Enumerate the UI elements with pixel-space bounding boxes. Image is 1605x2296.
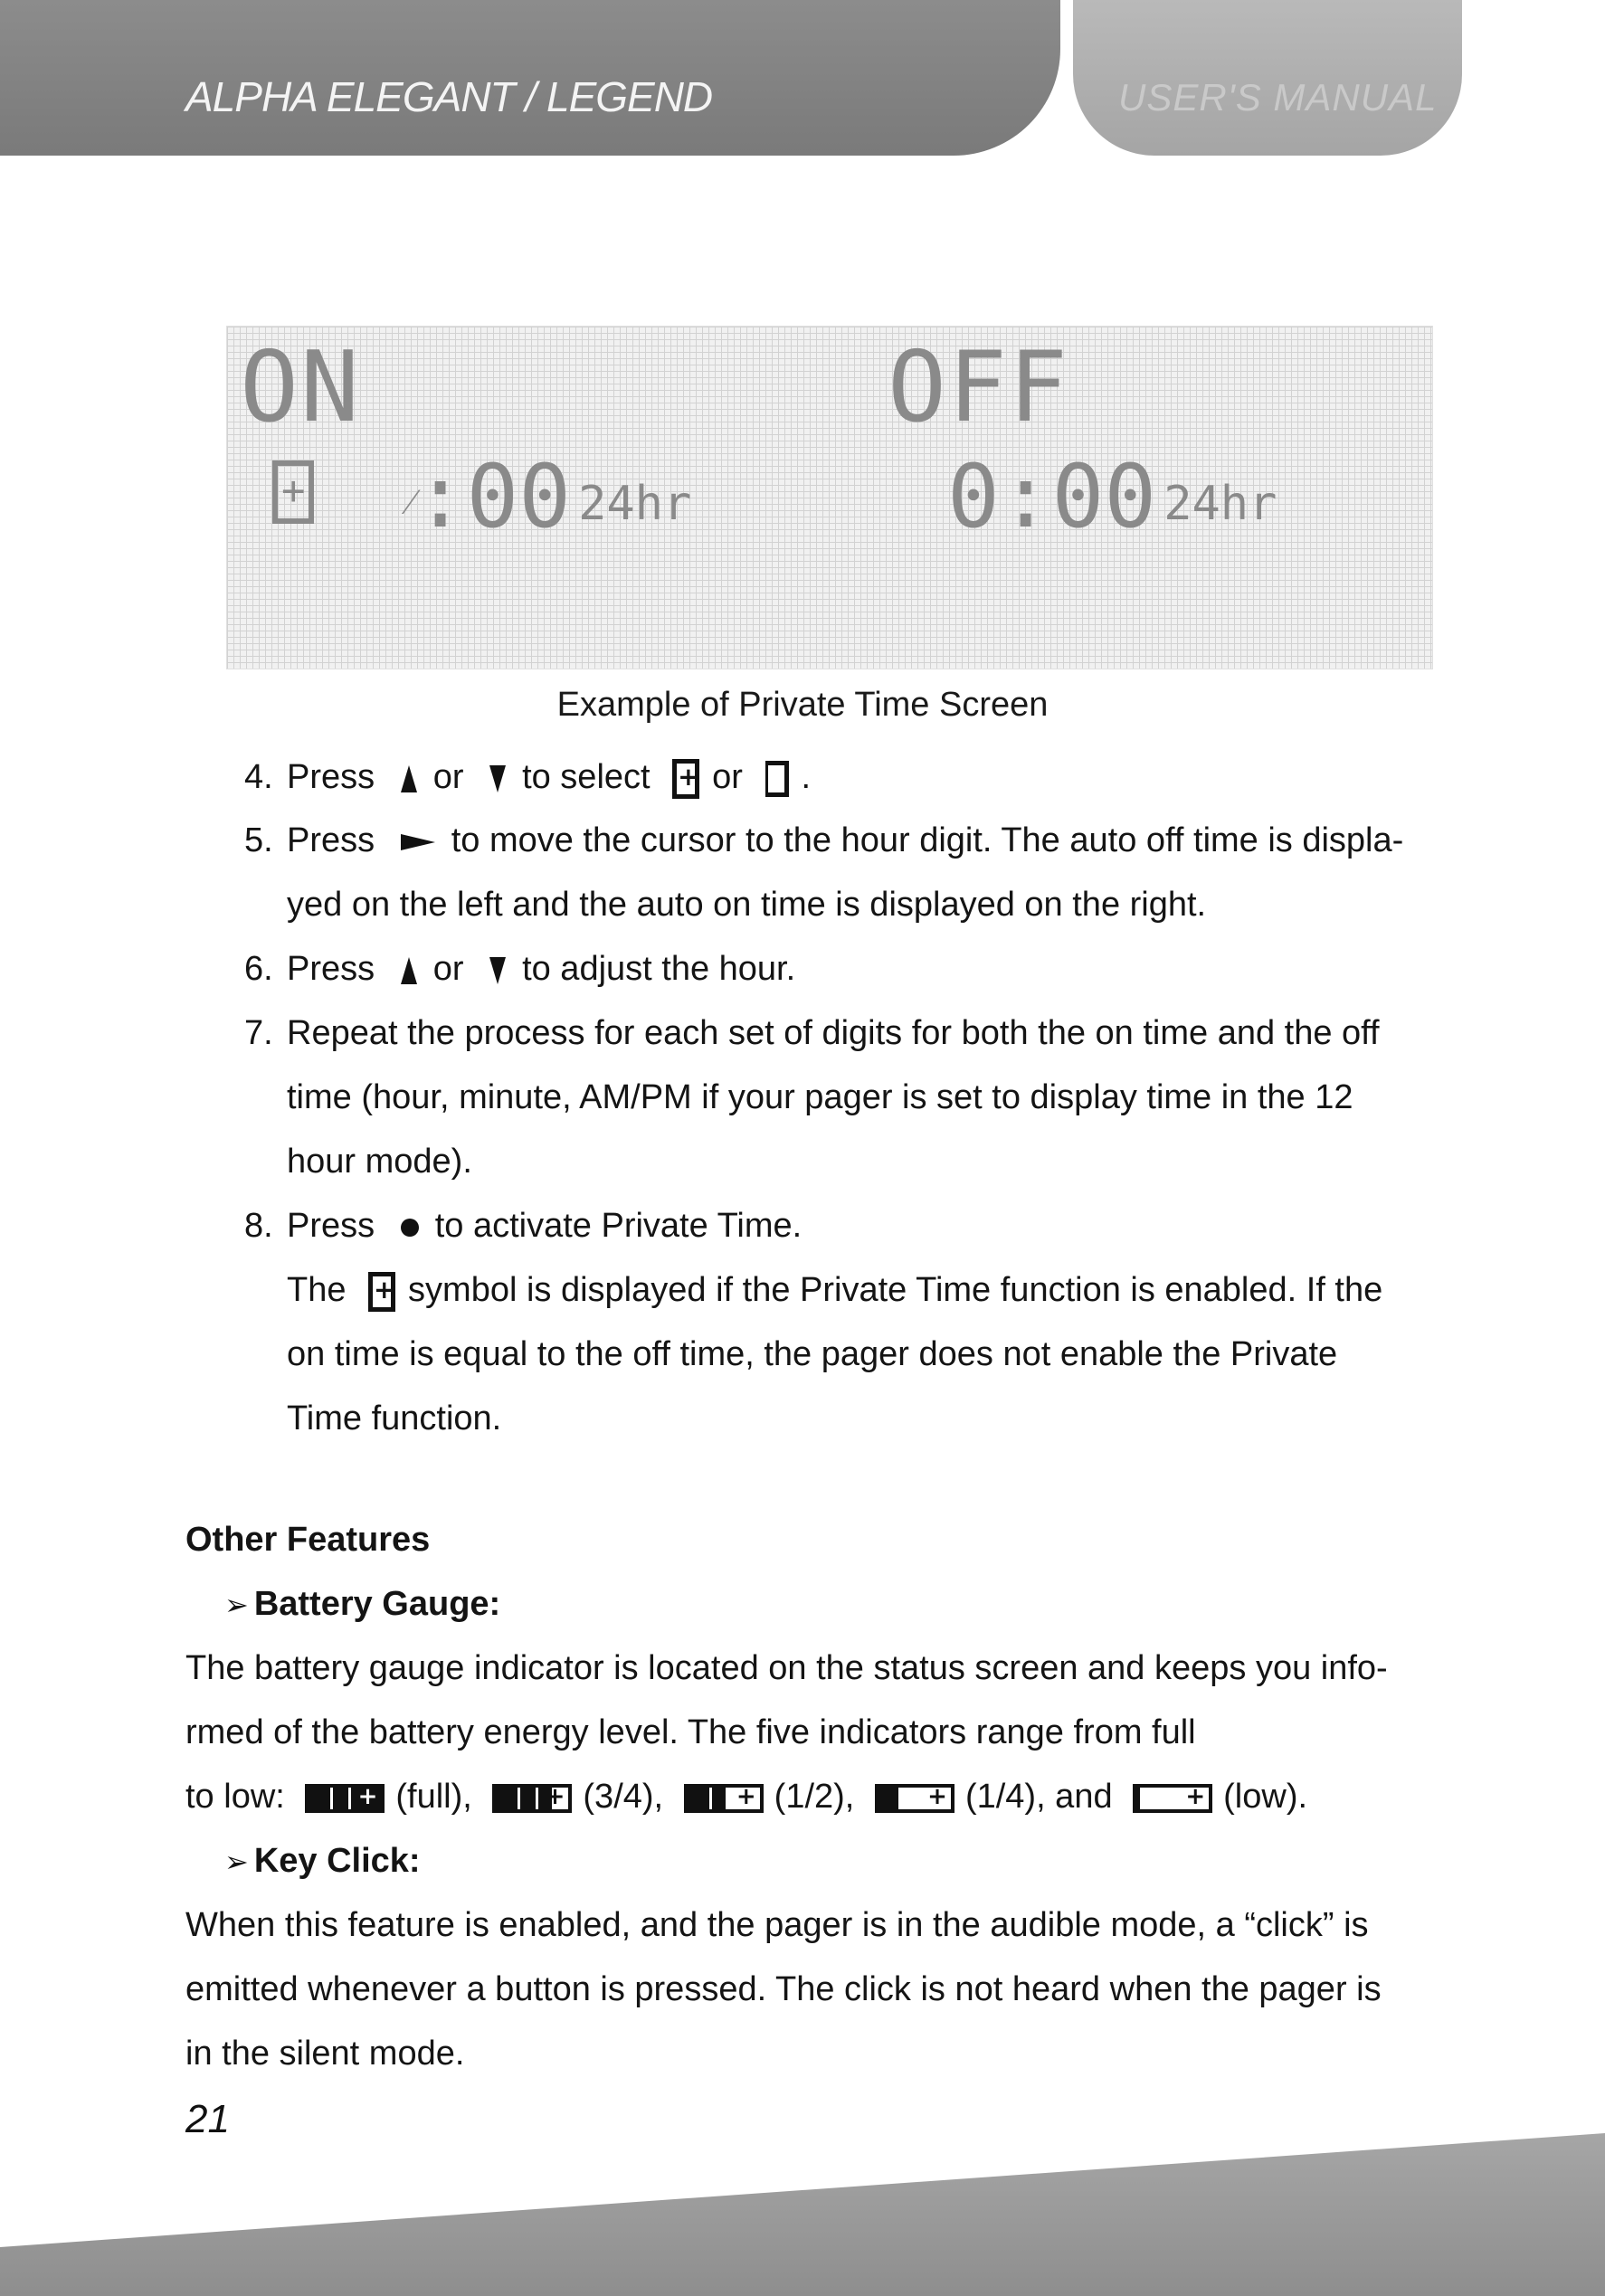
step-5-desc: to move the cursor to the hour digit. The auto off time is displa- xyxy=(451,821,1404,859)
battery-quarter-icon: + xyxy=(875,1784,954,1813)
battery-half-label: (1/2), xyxy=(774,1778,855,1816)
lcd-on-time-value: :00 xyxy=(413,446,572,547)
battery-gauge-title: Battery Gauge: xyxy=(253,1585,501,1623)
lock-icon xyxy=(672,759,699,799)
lcd-on-hour-format: 24hr xyxy=(578,477,692,531)
step-4-select: to select xyxy=(522,758,651,796)
key-click-title: Key Click: xyxy=(253,1842,421,1880)
battery-line-2: rmed of the battery energy level. The five indicators range from full xyxy=(185,1713,1196,1751)
down-arrow-icon xyxy=(489,765,506,792)
step-4-text: Press xyxy=(287,758,375,796)
step-7 xyxy=(244,1014,1380,1053)
footer-band xyxy=(0,2133,1605,2296)
step-4-period: . xyxy=(801,758,812,796)
step-6-or: or xyxy=(432,950,464,988)
right-arrow-icon xyxy=(401,834,435,850)
step-4-or-2: or xyxy=(712,758,743,796)
unlock-icon xyxy=(765,761,789,797)
step-8-para-1 xyxy=(287,1271,1382,1312)
select-button-icon xyxy=(401,1219,419,1237)
step-7-line-1: Repeat the process for each set of digits for both the on time and the off xyxy=(287,1014,1380,1052)
lcd-caption: Example of Private Time Screen xyxy=(556,686,1049,724)
step-8-para-3: Time function. xyxy=(287,1399,502,1437)
key-click-line-3: in the silent mode. xyxy=(185,2035,465,2073)
battery-line-3 xyxy=(185,1778,1307,1817)
battery-three-quarter-label: (3/4), xyxy=(583,1778,664,1816)
battery-low-label: (low). xyxy=(1223,1778,1308,1816)
step-4-or: or xyxy=(432,758,464,796)
step-8-number: 8. xyxy=(244,1207,273,1245)
battery-full-icon: + xyxy=(305,1784,385,1813)
battery-quarter-label: (1/4), and xyxy=(964,1778,1113,1816)
step-5-text: Press xyxy=(287,821,375,859)
step-6-desc: to adjust the hour. xyxy=(522,950,796,988)
battery-line-1: The battery gauge indicator is located on the status screen and keeps you info- xyxy=(185,1649,1388,1687)
battery-low-icon: + xyxy=(1133,1784,1212,1813)
step-7-line-3: hour mode). xyxy=(287,1143,472,1181)
down-arrow-icon xyxy=(489,957,506,984)
step-7-line-2: time (hour, minute, AM/PM if your pager is set to display time in the 12 xyxy=(287,1078,1353,1116)
battery-gauge-heading xyxy=(224,1585,500,1624)
battery-three-quarter-icon: + xyxy=(492,1784,572,1813)
lcd-off-time-value: 0:00 xyxy=(947,446,1157,547)
step-6 xyxy=(244,950,795,989)
lcd-on-time: ⁄:00 24hr xyxy=(408,446,692,547)
other-features-heading: Other Features xyxy=(185,1521,431,1559)
lcd-screen-example xyxy=(226,326,1433,669)
step-7-number: 7. xyxy=(244,1014,273,1052)
step-5 xyxy=(244,821,1403,860)
chevron-right-icon: ➢ xyxy=(224,1588,249,1622)
lcd-private-lock-icon xyxy=(272,460,314,524)
step-8-symbol-text: symbol is displayed if the Private Time function is enabled. If the xyxy=(408,1271,1383,1309)
lcd-off-time xyxy=(947,446,1277,547)
battery-full-label: (full), xyxy=(395,1778,472,1816)
lcd-on-label: ON xyxy=(240,331,362,444)
key-click-line-1: When this feature is enabled, and the pager is in the audible mode, a “click” is xyxy=(185,1906,1369,1944)
up-arrow-icon xyxy=(401,765,417,792)
lock-icon xyxy=(368,1272,395,1312)
step-4-number: 4. xyxy=(244,758,273,796)
key-click-line-2: emitted whenever a button is pressed. The click is not heard when the pager is xyxy=(185,1970,1382,2008)
step-5-line-2: yed on the left and the auto on time is displayed on the right. xyxy=(287,886,1207,924)
step-6-number: 6. xyxy=(244,950,273,988)
battery-to-low: to low: xyxy=(185,1778,285,1816)
key-click-heading xyxy=(224,1842,421,1881)
step-5-number: 5. xyxy=(244,821,273,859)
step-6-text: Press xyxy=(287,950,375,988)
lcd-off-hour-format: 24hr xyxy=(1163,477,1277,531)
step-8-desc: to activate Private Time. xyxy=(434,1207,802,1245)
header-title: ALPHA ELEGANT / LEGEND xyxy=(185,73,713,120)
page-number: 21 xyxy=(185,2097,230,2141)
up-arrow-icon xyxy=(401,957,417,984)
header-manual-label: USER'S MANUAL xyxy=(1118,76,1438,119)
step-8-para-2: on time is equal to the off time, the pager does not enable the Private xyxy=(287,1335,1338,1373)
chevron-right-icon: ➢ xyxy=(224,1845,249,1879)
step-8 xyxy=(244,1207,802,1246)
step-8-the: The xyxy=(287,1271,347,1309)
step-8-text: Press xyxy=(287,1207,375,1245)
battery-half-icon: + xyxy=(684,1784,764,1813)
step-4 xyxy=(244,758,811,799)
lcd-off-label: OFF xyxy=(888,331,1070,444)
